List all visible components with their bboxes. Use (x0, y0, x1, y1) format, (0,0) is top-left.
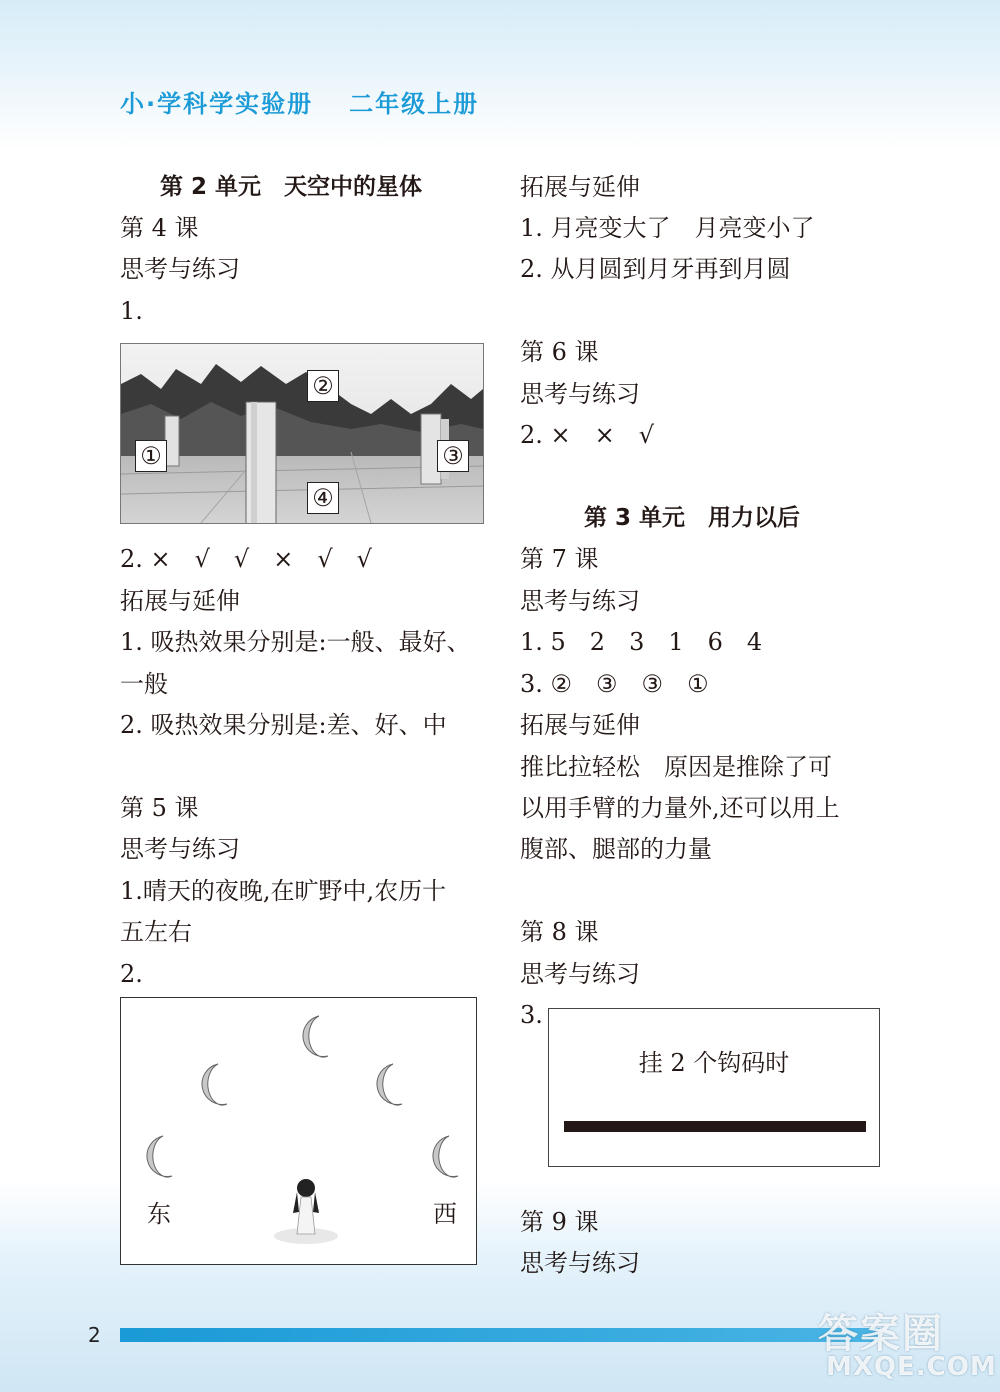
photo-label-3: ③ (437, 440, 469, 472)
lesson-6-heading: 第 6 课 (520, 338, 599, 366)
lesson-8-practice-heading: 思考与练习 (520, 960, 640, 988)
lesson-5-extension-heading: 拓展与延伸 (520, 173, 640, 201)
book-title: 小·学科学实验册 (120, 90, 314, 118)
weight-diagram-title: 挂 2 个钩码时 (638, 1049, 790, 1077)
lesson-4-practice-heading: 思考与练习 (120, 255, 240, 283)
lesson-7-q3: 3. ② ③ ③ ① (520, 670, 709, 698)
lesson-7-ext-line-c: 腹部、腿部的力量 (520, 835, 712, 863)
watermark-text-top: 答案圈 (818, 1311, 944, 1357)
lesson-5-ext-1: 1. 月亮变大了 月亮变小了 (520, 214, 815, 242)
photo-label-4: ④ (307, 482, 339, 514)
lesson-5-practice-heading: 思考与练习 (120, 835, 240, 863)
lesson-7-heading: 第 7 课 (520, 545, 599, 573)
lesson-4-q2: 2. × √ √ × √ √ (120, 545, 372, 573)
grade-label: 二年级上册 (349, 90, 480, 118)
photo-label-2: ② (307, 370, 339, 402)
lesson-5-heading: 第 5 课 (120, 794, 199, 822)
lesson-9-practice-heading: 思考与练习 (520, 1249, 640, 1277)
lesson-8-q3: 3. (520, 1001, 543, 1029)
lesson-4-extension-heading: 拓展与延伸 (120, 587, 240, 615)
west-label: 西 (433, 1200, 457, 1228)
lesson-7-extension-heading: 拓展与延伸 (520, 711, 640, 739)
unit-2-title: 第 2 单元 天空中的星体 (160, 174, 423, 200)
lesson-4-q1: 1. (120, 297, 143, 325)
lesson-6-q2: 2. × × √ (520, 421, 655, 449)
crescent-moon-icon (147, 1136, 172, 1177)
lesson-7-q1: 1. 5 2 3 1 6 4 (520, 628, 763, 656)
moon-path-drawing (121, 998, 476, 1264)
footer-bar (120, 1328, 880, 1342)
lesson-6-practice-heading: 思考与练习 (520, 380, 640, 408)
lesson-9-heading: 第 9 课 (520, 1208, 599, 1236)
lesson-5-ext-2: 2. 从月圆到月牙再到月圆 (520, 255, 791, 283)
watermark-logo (812, 1300, 997, 1390)
lesson-4-ext-1-line-b: 一般 (120, 670, 168, 698)
crescent-moon-icon (303, 1016, 328, 1057)
crescent-moon-icon (377, 1064, 402, 1105)
crescent-moon-icon (433, 1136, 458, 1177)
park-scene (121, 344, 483, 523)
lesson-5-q2: 2. (120, 960, 143, 988)
moon-path-diagram (120, 997, 477, 1265)
crescent-moon-icon (202, 1064, 227, 1105)
sundial-photo (120, 343, 484, 524)
girl-figure-icon (274, 1179, 338, 1244)
lesson-4-ext-2: 2. 吸热效果分别是:差、好、中 (120, 711, 447, 739)
photo-label-1: ① (135, 440, 167, 472)
book-header (120, 84, 479, 119)
east-label: 东 (147, 1200, 171, 1228)
lesson-5-q1-line-a: 1.晴天的夜晚,在旷野中,农历十 (120, 877, 447, 905)
lesson-4-ext-1-line-a: 1. 吸热效果分别是:一般、最好、 (120, 628, 471, 656)
unit-3-title: 第 3 单元 用力以后 (584, 505, 801, 531)
watermark-text-bottom: MXQE.COM (826, 1352, 997, 1382)
page-number: 2 (88, 1323, 101, 1347)
stretched-band-bar (564, 1121, 866, 1132)
lesson-7-ext-line-b: 以用手臂的力量外,还可以用上 (520, 794, 840, 822)
weight-diagram (548, 1008, 880, 1167)
lesson-7-practice-heading: 思考与练习 (520, 587, 640, 615)
lesson-7-ext-line-a: 推比拉轻松 原因是推除了可 (520, 753, 832, 781)
lesson-8-heading: 第 8 课 (520, 918, 599, 946)
lesson-5-q1-line-b: 五左右 (120, 918, 192, 946)
lesson-4-heading: 第 4 课 (120, 214, 199, 242)
